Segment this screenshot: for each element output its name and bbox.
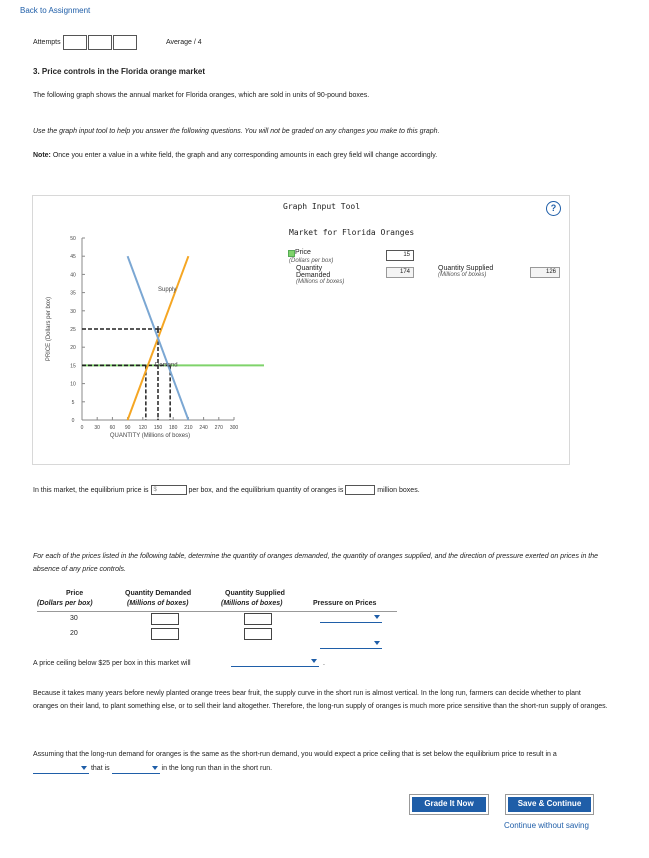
row-1-qd-input[interactable] bbox=[151, 613, 179, 625]
y-tick-label: 20 bbox=[70, 345, 76, 352]
price-input[interactable]: 15 bbox=[386, 250, 414, 261]
price-legend-swatch bbox=[288, 250, 295, 257]
qd-unit: (Millions of boxes) bbox=[296, 279, 345, 285]
x-tick-label: 120 bbox=[138, 425, 147, 431]
x-axis-label: QUANTITY (Millions of boxes) bbox=[109, 433, 191, 439]
row-1-pressure-dropdown[interactable] bbox=[320, 612, 382, 623]
grade-it-now-label: Grade It Now bbox=[412, 797, 486, 812]
attempt-box-3 bbox=[113, 35, 137, 50]
chevron-down-icon bbox=[311, 659, 317, 663]
longrun-dropdown-1[interactable] bbox=[33, 763, 89, 774]
qd-field-label bbox=[296, 265, 344, 286]
x-tick-label: 270 bbox=[214, 425, 223, 431]
y-tick-label: 50 bbox=[70, 236, 76, 242]
equilibrium-question bbox=[33, 485, 420, 495]
market-title: Market for Florida Oranges bbox=[289, 228, 415, 237]
x-tick-label: 180 bbox=[169, 425, 178, 431]
x-tick-label: 300 bbox=[229, 425, 239, 431]
th-pressure: Pressure on Prices bbox=[313, 600, 377, 607]
price-unit: (Dollars per box) bbox=[289, 258, 334, 264]
qs-unit: (Millions of boxes) bbox=[438, 272, 487, 278]
help-icon[interactable]: ? bbox=[546, 201, 561, 216]
eq-price-input[interactable] bbox=[151, 485, 187, 495]
qs-field-label bbox=[438, 265, 493, 279]
question-intro: The following graph shows the annual market for Florida oranges, which are sold in units of 90-pound boxes. bbox=[33, 92, 370, 99]
th-qd-unit: (Millions of boxes) bbox=[127, 600, 189, 607]
ceiling-question bbox=[33, 660, 191, 667]
longrun-paragraph: Because it takes many years before newly planted orange trees bear fruit, the supply curve in the short run is almost vertical. In the long run, farmers can decide whether to plant oranges on their land, to plant something else, or to sell their land altogether. Therefore, the long-run supply of oranges is much more price sensitive than the short-run supply of oranges. bbox=[33, 690, 608, 710]
y-tick-label: 35 bbox=[70, 290, 76, 297]
eq-text-1: In this market, the equilibrium price is bbox=[33, 486, 149, 494]
question-title: 3. Price controls in the Florida orange market bbox=[33, 67, 206, 76]
average-score bbox=[166, 39, 202, 46]
x-tick-label: 150 bbox=[153, 425, 163, 431]
longrun-question bbox=[33, 748, 608, 776]
y-axis-label: PRICE (Dollars per box) bbox=[46, 296, 52, 362]
th-qd: Quantity Demanded bbox=[125, 590, 192, 597]
dollar-prefix: $ bbox=[153, 487, 157, 493]
y-tick-label: 25 bbox=[70, 327, 76, 333]
longrun-text-1: Assuming that the long-run demand for oranges is the same as the short-run demand, you would expect a price ceiling that is set below the equilibrium price to result in a bbox=[33, 751, 557, 758]
note-text: Once you enter a value in a white field, the graph and any corresponding amounts in each grey field will change accordingly. bbox=[52, 152, 438, 159]
back-to-assignment-link[interactable]: Back to Assignment bbox=[20, 6, 91, 15]
th-price: Price bbox=[66, 590, 84, 597]
longrun-text-2: that is bbox=[90, 765, 110, 772]
graph-input-tool-title: Graph Input Tool bbox=[283, 202, 361, 211]
note-label: Note: bbox=[33, 152, 51, 159]
y-tick-label: 30 bbox=[70, 308, 76, 315]
ceiling-text-1: A price ceiling below $25 per box in this market will bbox=[33, 660, 191, 667]
y-tick-label: 10 bbox=[70, 381, 76, 388]
row-1-price: 30 bbox=[70, 615, 78, 622]
y-tick-label: 15 bbox=[70, 363, 76, 370]
row-2-price: 20 bbox=[70, 630, 78, 637]
ceiling-dropdown[interactable] bbox=[231, 656, 319, 667]
eq-text-3: million boxes. bbox=[377, 486, 420, 494]
th-qs: Quantity Supplied bbox=[225, 590, 285, 597]
attempts-label: Attempts bbox=[33, 39, 61, 46]
y-tick-label: 5 bbox=[71, 399, 75, 406]
save-continue-label: Save & Continue bbox=[508, 797, 591, 812]
th-price-unit: (Dollars per box) bbox=[37, 600, 93, 607]
question-note bbox=[33, 152, 437, 159]
chevron-down-icon bbox=[152, 766, 158, 770]
chevron-down-icon bbox=[374, 641, 380, 645]
ceiling-period: . bbox=[323, 660, 325, 667]
market-chart[interactable] bbox=[40, 225, 260, 439]
y-tick-label: 0 bbox=[71, 418, 75, 424]
supply-label: Supply bbox=[158, 286, 177, 293]
qs-label: Quantity Supplied bbox=[438, 265, 494, 272]
continue-without-saving-link[interactable]: Continue without saving bbox=[504, 821, 589, 830]
row-1-qs-input[interactable] bbox=[244, 613, 272, 625]
row-2-qs-input[interactable] bbox=[244, 628, 272, 640]
attempt-box-2 bbox=[88, 35, 112, 50]
attempt-box-1 bbox=[63, 35, 87, 50]
demand-label: Demand bbox=[154, 362, 178, 369]
y-tick-label: 40 bbox=[70, 272, 76, 279]
price-label: Price bbox=[295, 249, 311, 256]
qd-value: 174 bbox=[386, 267, 414, 278]
eq-quantity-input[interactable] bbox=[345, 485, 375, 495]
pressure-table bbox=[33, 590, 413, 650]
table-instruction: For each of the prices listed in the following table, determine the quantity of oranges demanded, the quantity of oranges supplied, and the direction of pressure exerted on prices in the absence of any price controls. bbox=[33, 553, 599, 573]
chevron-down-icon bbox=[374, 615, 380, 619]
longrun-dropdown-2[interactable] bbox=[112, 763, 160, 774]
y-tick-label: 45 bbox=[70, 254, 76, 261]
attempts-row bbox=[33, 35, 138, 50]
row-2-pressure-dropdown[interactable] bbox=[320, 638, 382, 649]
x-tick-label: 90 bbox=[124, 425, 131, 431]
x-tick-label: 30 bbox=[94, 425, 100, 431]
eq-text-2: per box, and the equilibrium quantity of oranges is bbox=[188, 486, 344, 494]
grade-it-now-button[interactable] bbox=[409, 794, 489, 815]
qd-label-1: Quantity bbox=[296, 265, 323, 272]
question-instruction: Use the graph input tool to help you answer the following questions. You will not be graded on any changes you make to this graph. bbox=[33, 128, 440, 135]
x-tick-label: 0 bbox=[80, 425, 84, 431]
average-label: Average bbox=[166, 39, 192, 46]
qd-label-2: Demanded bbox=[296, 272, 331, 279]
th-qs-unit: (Millions of boxes) bbox=[221, 600, 283, 607]
price-field-label bbox=[289, 249, 333, 265]
x-tick-label: 60 bbox=[109, 425, 116, 431]
x-tick-label: 240 bbox=[199, 425, 208, 431]
x-tick-label: 210 bbox=[184, 425, 193, 431]
chevron-down-icon bbox=[81, 766, 87, 770]
save-continue-button[interactable] bbox=[505, 794, 594, 815]
longrun-text-3: in the long run than in the short run. bbox=[161, 765, 273, 772]
average-value: / 4 bbox=[193, 39, 202, 46]
qs-value: 126 bbox=[530, 267, 560, 278]
row-2-qd-input[interactable] bbox=[151, 628, 179, 640]
